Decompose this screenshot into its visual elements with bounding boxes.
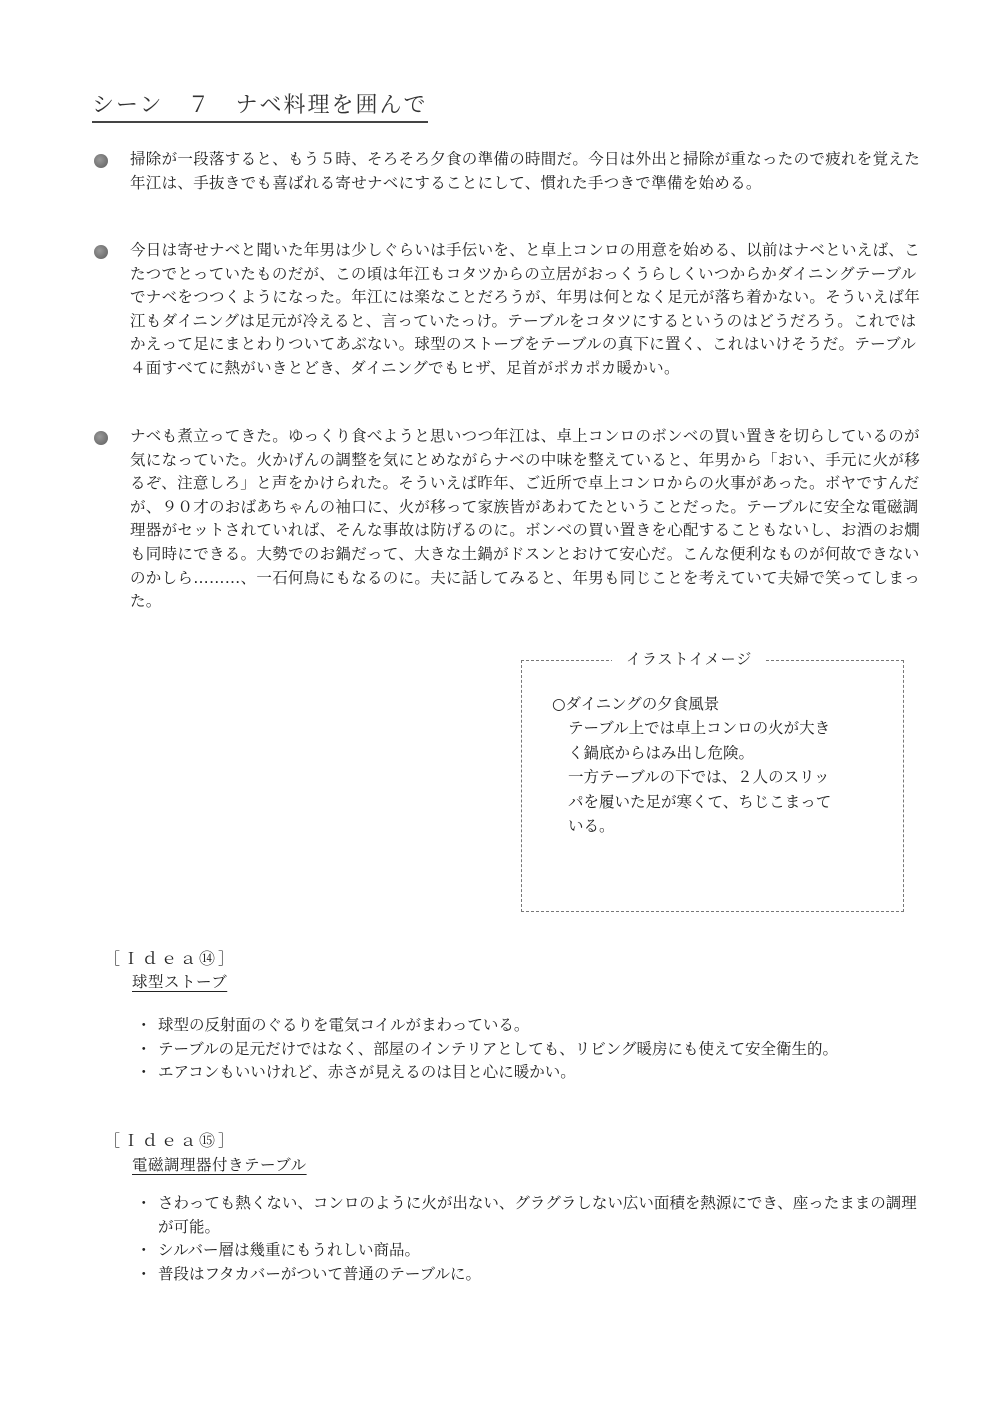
- illustration-line: いる。: [568, 817, 615, 836]
- bullet-point-icon: ・: [136, 1039, 152, 1058]
- list-item: [136, 1263, 926, 1287]
- page-title: シーン ７ ナベ料理を囲んで: [92, 88, 428, 123]
- idea-label: ［Ｉｄｅａ⑭］: [104, 949, 238, 968]
- bullet-point-icon: ・: [136, 1264, 152, 1283]
- bullet-point-icon: ・: [136, 1016, 152, 1034]
- illustration-line: テーブル上では卓上コンロの火が大き: [568, 719, 831, 738]
- idea-title: 電磁調理器付きテーブル: [132, 1156, 307, 1174]
- paragraph-2: 今日は寄せナベと聞いた年男は少しぐらいは手伝いを、と卓上コンロの用意を始める、以前はナベといえば、こたつでとっていたものだが、この頃は年江もコタツからの立居がおっくうらしくいつからかダイニングテーブルでナベをつつくようになった。年江には楽なことだろうが、年男は何となく足元が落ち着かない。そういえば年江もダイニングは足元が冷えると、言っていたっけ。テーブルをコタツにするというのはどうだろう。これではかえって足にまとわりついてあぶない。球型のストーブをテーブルの真下に置く、これはいけそうだ。テーブル４面すべてに熱がいきとどき、ダイニングでもヒザ、足首がポカポカ暖かい。: [130, 241, 921, 377]
- illustration-line: く鍋底からはみ出し危険。: [568, 743, 755, 762]
- bullet-point-icon: ・: [136, 1063, 152, 1082]
- idea-list: [136, 1014, 926, 1085]
- list-item-text: テーブルの足元だけではなく、部屋のインテリアとしても、リビング暖房にも使えて安全衛生的。: [158, 1039, 838, 1058]
- idea-list: [136, 1192, 926, 1286]
- list-item-text: 普段はフタカバーがついて普通のテーブルに。: [158, 1264, 482, 1283]
- list-item-text: さわっても熱くない、コンロのように火が出ない、グラグラしない広い面積を熱源にでき、座ったままの調理が可能。: [158, 1194, 917, 1236]
- paragraph-3: ナベも煮立ってきた。ゆっくり食べようと思いつつ年江は、卓上コンロのボンベの買い置きを切らしているのが気になっていた。火かげんの調整を気にとめながらナベの中味を整えていると、年男から「おい、手元に火が移るぞ、注意しろ」と声をかけられた。そういえば昨年、ご近所で卓上コンロからの火事があった。ボヤですんだが、９０才のおばあちゃんの袖口に、火が移って家族皆があわてたということだった。テーブルに安全な電磁調理器がセットされていれば、そんな事故は防げるのに。ボンベの買い置きを心配することもないし、お酒のお燗も同時にできる。大勢でのお鍋だって、大きな土鍋がドスンとおけて安心だ。こんな便利なものが何故できないのかしら………、一石何鳥にもなるのに。夫に話してみると、年男も同じことを考えていて夫婦で笑ってしまった。: [130, 427, 921, 611]
- list-item: [136, 1038, 926, 1062]
- list-item: [136, 1014, 926, 1038]
- list-item: [136, 1192, 926, 1239]
- bullet-dot-icon: [94, 154, 108, 168]
- illustration-body: [552, 692, 892, 838]
- idea-title: 球型ストーブ: [132, 973, 228, 991]
- list-item: [136, 1239, 926, 1263]
- list-item-text: 球型の反射面のぐるりを電気コイルがまわっている。: [158, 1016, 530, 1034]
- list-item: [136, 1061, 926, 1085]
- illustration-line: ○ダイニングの夕食風景: [552, 695, 720, 713]
- illustration-line: パを履いた足が寒くて、ちじこまって: [568, 792, 832, 811]
- list-item-text: シルバー層は幾重にもうれしい商品。: [158, 1241, 421, 1260]
- bullet-dot-icon: [94, 245, 108, 259]
- paragraph-1: 掃除が一段落すると、もう５時、そろそろ夕食の準備の時間だ。今日は外出と掃除が重なったので疲れを覚えた年江は、手抜きでも喜ばれる寄せナベにすることにして、慣れた手つきで準備を始める。: [130, 150, 921, 192]
- illustration-line: 一方テーブルの下では、２人のスリッ: [568, 768, 830, 787]
- bullet-point-icon: ・: [136, 1194, 152, 1212]
- illustration-title: イラストイメージ: [612, 648, 766, 669]
- bullet-dot-icon: [94, 431, 108, 445]
- idea-label: ［Ｉｄｅａ⑮］: [104, 1131, 238, 1150]
- bullet-point-icon: ・: [136, 1241, 152, 1260]
- list-item-text: エアコンもいいけれど、赤さが見えるのは目と心に暖かい。: [158, 1063, 576, 1082]
